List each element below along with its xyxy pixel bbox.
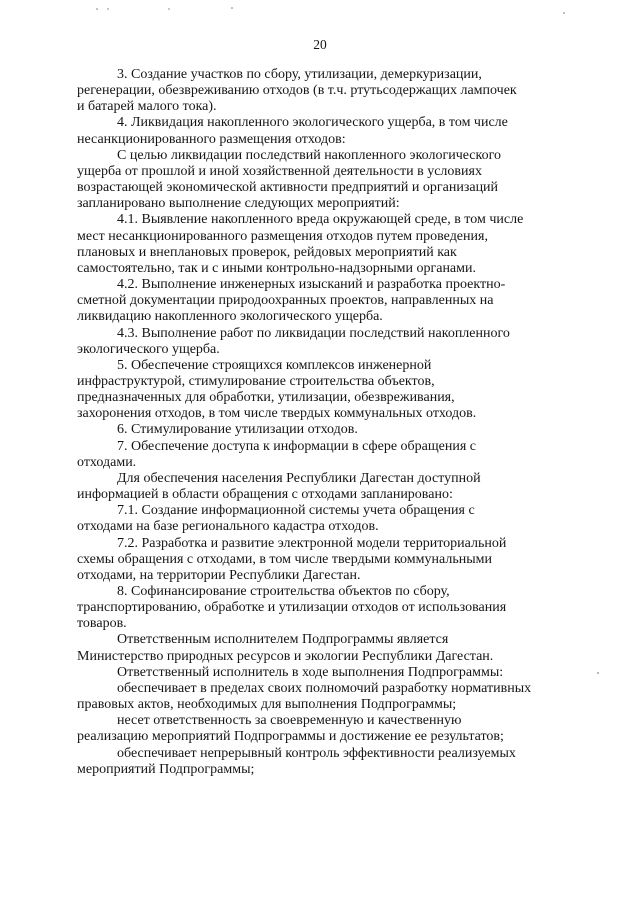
paragraph-info-access: Для обеспечения населения Республики Дагестан доступной информацией в области обращения с отходами запланировано:: [77, 470, 481, 503]
paragraph-item-5: 5. Обеспечение строящихся комплексов инженерной инфраструктурой, стимулирование строительства объектов, предназначенных для обработки, утилизации, обезвреживания, захоронения отходов, в том числе твердых коммунальных отходов.: [77, 357, 477, 422]
paragraph-responsible-executor: Ответственным исполнителем Подпрограммы является Министерство природных ресурсов и экологии Республики Дагестан.: [77, 632, 494, 664]
paragraph-duty-responsibility: несет ответственность за своевременную и качественную реализацию мероприятий Подпрограммы и достижение ее результатов;: [77, 713, 504, 745]
paragraph-goal: С целью ликвидации последствий накопленного экологического ущерба от прошлой и иной хозяйственной деятельности в условиях возрастающей экономической активности предприятий и организаций запланировано выполнение следующих мероприятий:: [77, 147, 501, 212]
paragraph-item-7: 7. Обеспечение доступа к информации в сфере обращения с отходами.: [77, 438, 477, 470]
paragraph-item-7-1: 7.1. Создание информационной системы учета обращения с отходами на базе регионального кадастра отходов.: [77, 503, 475, 535]
paragraph-item-4-3: 4.3. Выполнение работ по ликвидации последствий накопленного экологического ущерба.: [77, 325, 510, 357]
paragraph-item-6: 6. Стимулирование утилизации отходов.: [117, 422, 358, 438]
paragraph-item-4-2: 4.2. Выполнение инженерных изысканий и разработка проектно- сметной документации природоохранных проектов, направленных на ликвидацию накопленного экологического ущерба.: [77, 277, 506, 325]
paragraph-duty-legal-acts: обеспечивает в пределах своих полномочий разработку нормативных правовых актов, необходимых для выполнения Подпрограммы;: [77, 680, 532, 713]
paragraph-duty-control: обеспечивает непрерывный контроль эффективности реализуемых мероприятий Подпрограммы;: [77, 745, 516, 777]
paragraph-item-4-1: 4.1. Выявление накопленного вреда окружающей среде, в том числе мест несанкционированного размещения отходов путем проведения, плановых и внеплановых проверок, рейдовых мероприятий как самостоятельно, так и с иными контрольно-надзорными органами.: [77, 212, 524, 276]
paragraph-executor-duties-intro: Ответственный исполнитель в ходе выполнения Подпрограммы:: [117, 664, 504, 680]
paragraph-item-4: 4. Ликвидация накопленного экологического ущерба, в том числе несанкционированного размещения отходов:: [77, 115, 508, 147]
page-number: 20: [313, 37, 327, 52]
document-body: [77, 67, 564, 778]
paragraph-item-3: 3. Создание участков по сбору, утилизации, демеркуризации, регенерации, обезвреживанию отходов (в т.ч. ртутьсодержащих лампочек и батарей малого тока).: [77, 67, 517, 115]
paragraph-item-7-2: 7.2. Разработка и развитие электронной модели территориальной схемы обращения с отходами, в том числе твердыми коммунальными отходами, на территории Республики Дагестан.: [77, 535, 507, 583]
paragraph-item-8: 8. Софинансирование строительства объектов по сбору, транспортированию, обработке и утилизации отходов от использования товаров.: [77, 584, 507, 632]
